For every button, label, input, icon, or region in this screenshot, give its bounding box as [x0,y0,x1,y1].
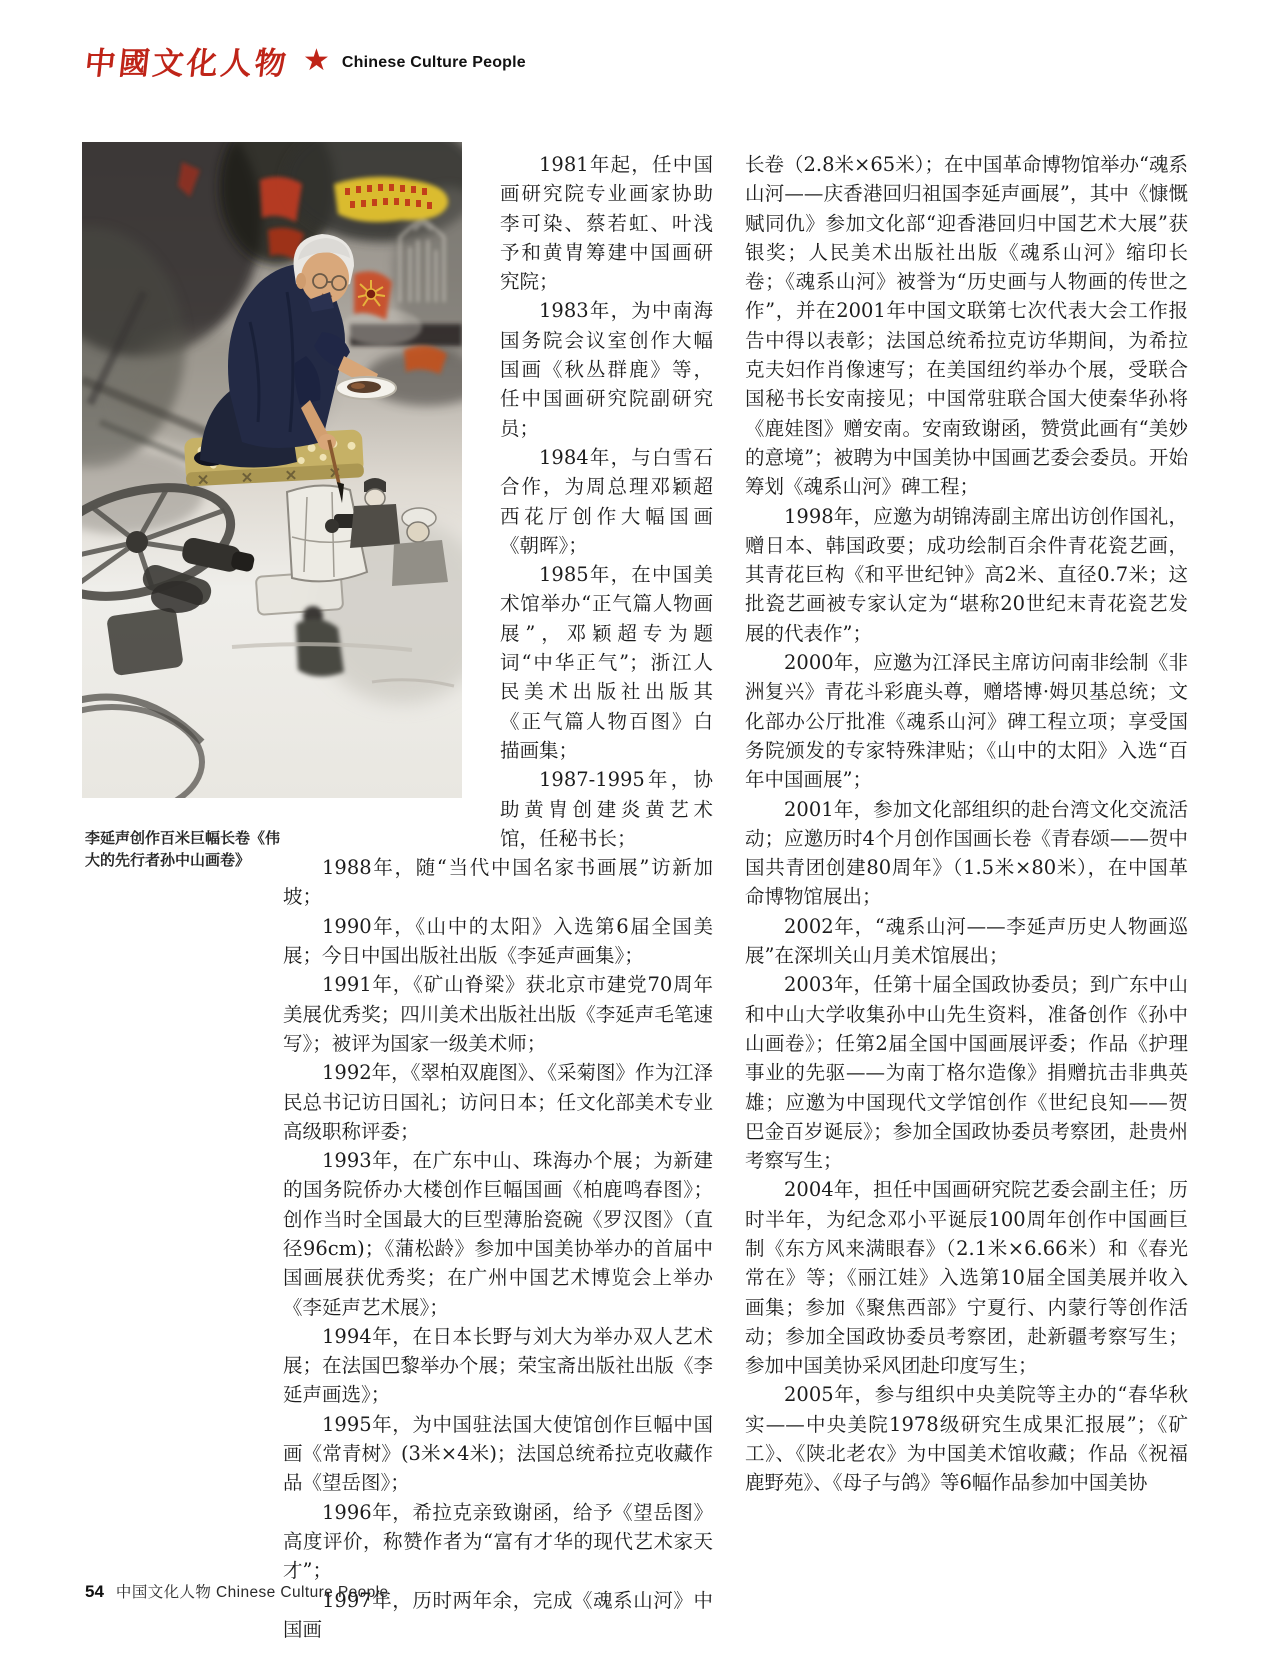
bio-paragraph: 2002年，“魂系山河——李延声历史人物画巡展”在深圳关山月美术馆展出； [745,914,1188,968]
bio-paragraph: 2004年，担任中国画研究院艺委会副主任；历时半年，为纪念邓小平诞辰100周年创作中国画巨制《东方风来满眼春》（2.1米×6.66米）和《春光常在》等；《丽江娃》入选第10届全国美展并收入画集；参加《聚焦西部》宁夏行、内蒙行等创作活动；参加全国政协委员考察团，赴新疆考察写生；参加中国美协采风团赴印度写生； [745,1178,1188,1378]
bio-paragraph: 1987-1995年，协助黄胄创建炎黄艺术馆，任秘书长； [500,768,713,850]
bio-paragraph: 1981年起，任中国画研究院专业画家协助李可染、蔡若虹、叶浅予和黄胄筹建中国画研究院； [500,153,713,294]
biography-right-column [745,150,1188,1498]
bio-paragraph: 2000年，应邀为江泽民主席访问南非绘制《非洲复兴》青花斗彩鹿头尊，赠塔博·姆贝基总统；文化部办公厅批准《魂系山河》碑工程立项；享受国务院颁发的专家特殊津贴；《山中的太阳》入选“百年中国画展”； [745,651,1188,792]
journal-name: 中国文化人物 Chinese Culture People [115,1584,389,1601]
bio-paragraph: 1995年，为中国驻法国大使馆创作巨幅中国画《常青树》(3米×4米)；法国总统希拉克收藏作品《望岳图》； [283,1412,713,1495]
magazine-logo-chinese: 中國文化人物 [82,46,291,82]
bio-paragraph: 1991年，《矿山脊梁》获北京市建党70周年美展优秀奖；四川美术出版社出版《李延声毛笔速写》；被评为国家一级美术师； [283,973,713,1055]
bio-paragraph: 1988年，随“当代中国名家书画展”访新加坡； [283,856,713,909]
bio-paragraph: 2005年，参与组织中央美院等主办的“春华秋实——中央美院1978级研究生成果汇报展”；《矿工》、《陕北老农》为中国美术馆收藏；作品《祝福鹿野苑》、《母子与鸽》等6幅作品参加中国美协 [745,1383,1188,1495]
bio-paragraph: 1990年，《山中的太阳》入选第6届全国美展；今日中国出版社出版《李延声画集》； [283,914,713,968]
bio-paragraph: 1998年，应邀为胡锦涛副主席出访创作国礼，赠日本、韩国政要；成功绘制百余件青花瓷艺画，其青花巨构《和平世纪钟》高2米、直径0.7米；这批瓷艺画被专家认定为“堪称20世纪末青花瓷艺发展的代表作”； [745,504,1188,645]
bio-paragraph: 1983年，为中南海国务院会议室创作大幅国画《秋丛群鹿》等，任中国画研究院副研究员； [500,299,713,440]
bio-paragraph: 2003年，任第十届全国政协委员；到广东中山和中山大学收集孙中山先生资料，准备创作《孙中山画卷》；任第2届全国中国画展评委；作品《护理事业的先驱——为南丁格尔造像》捐赠抗击非典英雄；应邀为中国现代文学馆创作《世纪良知——贺巴金百岁诞辰》；参加全国政协委员考察团，赴贵州考察写生； [745,973,1188,1173]
magazine-logo-english: Chinese Culture People [341,53,526,71]
bio-paragraph: 1994年，在日本长野与刘大为举办双人艺术展；在法国巴黎举办个展；荣宝斋出版社出版《李延声画选》； [283,1324,713,1407]
page-number: 54 [85,1582,104,1601]
bio-paragraph: 1993年，在广东中山、珠海办个展；为新建的国务院侨办大楼创作巨幅国画《柏鹿鸣春图》；创作当时全国最大的巨型薄胎瓷碗《罗汉图》（直径96cm)；《蒲松龄》参加中国美协举办的首届中国画展获优秀奖；在广州中国艺术博览会上举办《李延声艺术展》； [283,1149,713,1319]
bio-paragraph: 长卷（2.8米×65米）；在中国革命博物馆举办“魂系山河——庆香港回归祖国李延声画展”，其中《慷慨赋同仇》参加文化部“迎香港回归中国艺术大展”获银奖；人民美术出版社出版《魂系山河》缩印长卷；《魂系山河》被誉为“历史画与人物画的传世之作”，并在2001年中国文联第七次代表大会工作报告中得以表彰；法国总统希拉克访华期间，为希拉克夫妇作肖像速写；在美国纽约举办个展，受联合国秘书长安南接见；中国常驻联合国大使秦华孙将《鹿娃图》赠安南。安南致谢函，赞赏此画有“美妙的意境”；被聘为中国美协中国画艺委会委员。开始筹划《魂系山河》碑工程； [745,153,1188,499]
bio-paragraph: 1985年，在中国美术馆举办“正气篇人物画展”，邓颖超专为题词“中华正气”；浙江人民美术出版社出版其《正气篇人物百图》白描画集； [500,563,713,762]
page-footer [85,1580,389,1602]
bio-paragraph: 1992年，《翠柏双鹿图》、《采菊图》作为江泽民总书记访日国礼；访问日本；任文化部美术专业高级职称评委； [283,1061,713,1143]
bio-paragraph: 2001年，参加文化部组织的赴台湾文化交流活动；应邀历时4个月创作国画长卷《青春颂——贺中国共青团创建80周年》（1.5米×80米），在中国革命博物馆展出； [745,797,1188,909]
biography-left-columns [283,150,713,1644]
photo-wrap-spacer [283,150,500,826]
bio-paragraph: 1997年，历时两年余，完成《魂系山河》中国画 [283,1588,713,1641]
star-icon: ★ [303,42,330,78]
bio-paragraph: 1996年，希拉克亲致谢函，给予《望岳图》高度评价，称赞作者为“富有才华的现代艺术家天才”； [283,1500,713,1583]
photo-caption: 李延声创作百米巨幅长卷《伟大的先行者孙中山画卷》 [85,830,281,869]
masthead [82,38,526,83]
bio-paragraph: 1984年，与白雪石合作，为周总理邓颖超西花厅创作大幅国画《朝晖》； [500,445,713,557]
